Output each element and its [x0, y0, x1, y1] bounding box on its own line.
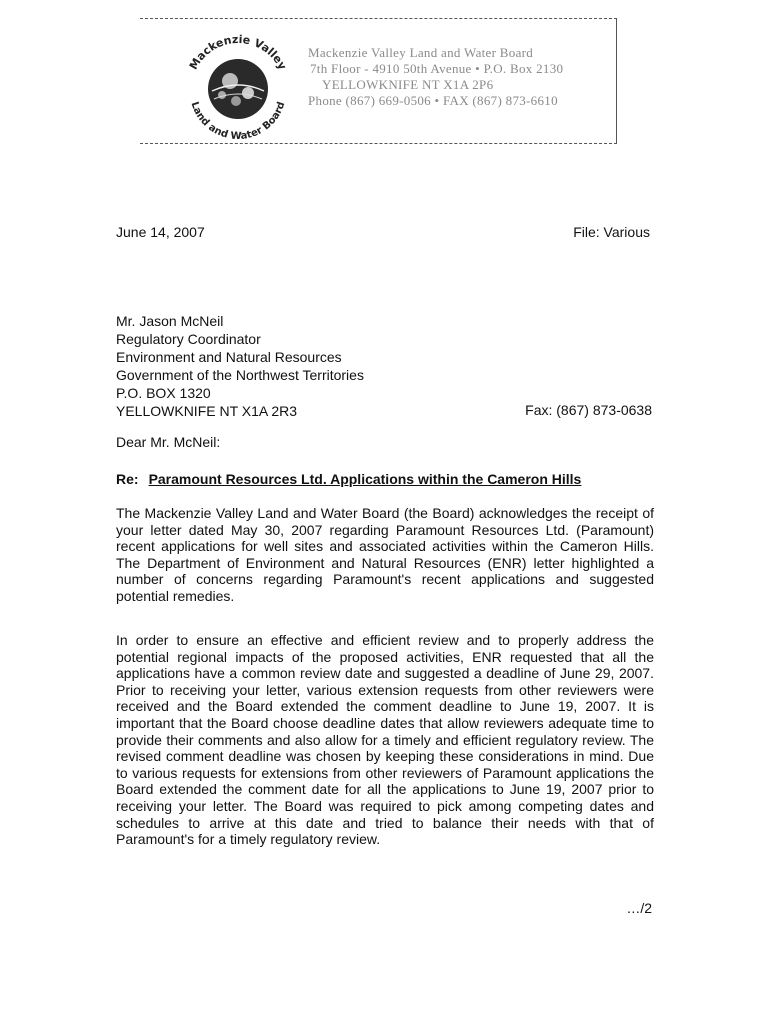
subject-line: [116, 471, 581, 487]
board-logo-icon: [178, 29, 298, 141]
logo-text-bottom: Land and Water Board: [188, 100, 288, 141]
recipient-department: Environment and Natural Resources: [116, 349, 342, 365]
recipient-city: YELLOWKNIFE NT X1A 2R3: [116, 403, 298, 419]
org-name: Mackenzie Valley Land and Water Board: [308, 45, 534, 60]
recipient-title: Regulatory Coordinator: [116, 331, 261, 347]
recipient-name: Mr. Jason McNeil: [116, 313, 224, 329]
subject-label: Re:: [116, 471, 139, 487]
recipient-government: Government of the Northwest Territories: [116, 367, 364, 383]
letter-date: June 14, 2007: [116, 224, 205, 240]
body-paragraph-1: The Mackenzie Valley Land and Water Board (the Board) acknowledges the receipt of your letter dated May 30, 2007 regarding Paramount Resources Ltd. (Paramount) recent applications for well sites and associated activities within the Cameron Hills. The Department of Environment and Natural Resources (ENR) letter highlighted a number of concerns regarding Paramount's recent applications and suggested potential remedies.: [116, 505, 654, 604]
subject-text: Paramount Resources Ltd. Applications within the Cameron Hills: [148, 471, 582, 487]
org-phone-fax: Phone (867) 669-0506 • FAX (867) 873-6610: [308, 93, 558, 108]
file-reference: File: Various: [573, 224, 650, 240]
org-address-line1: 7th Floor - 4910 50th Avenue • P.O. Box 2130: [310, 61, 564, 76]
org-address-line2: YELLOWKNIFE NT X1A 2P6: [322, 77, 494, 92]
body-paragraph-2: In order to ensure an effective and efficient review and to properly address the potential regional impacts of the proposed activities, ENR requested that all the applications have a common review date and suggested a deadline of June 29, 2007. Prior to receiving your letter, various extension requests from other reviewers were received and the Board extended the comment deadline to June 19, 2007. It is important that the Board choose deadline dates that allow reviewers adequate time to provide their comments and also allow for a timely and efficient regulatory review. The revised comment deadline was chosen by keeping these considerations in mind. Due to various requests for extensions from other reviewers of Paramount applications the Board extended the comment date for all the applications to June 19, 2007 prior to receiving your letter. The Board was required to pick among competing dates and schedules to arrive at this date and tried to balance their needs with that of Paramount's for a timely regulatory review.: [116, 632, 654, 848]
recipient-fax: Fax: (867) 873-0638: [525, 402, 652, 418]
logo-text-top: Mackenzie Valley: [186, 32, 290, 72]
recipient-po-box: P.O. BOX 1320: [116, 385, 211, 401]
board-logo: [178, 29, 298, 141]
recipient-address: [116, 312, 364, 420]
salutation: Dear Mr. McNeil:: [116, 434, 221, 450]
page-indicator: …/2: [626, 900, 652, 916]
letterhead: [140, 18, 617, 144]
letterhead-text: [308, 45, 608, 109]
